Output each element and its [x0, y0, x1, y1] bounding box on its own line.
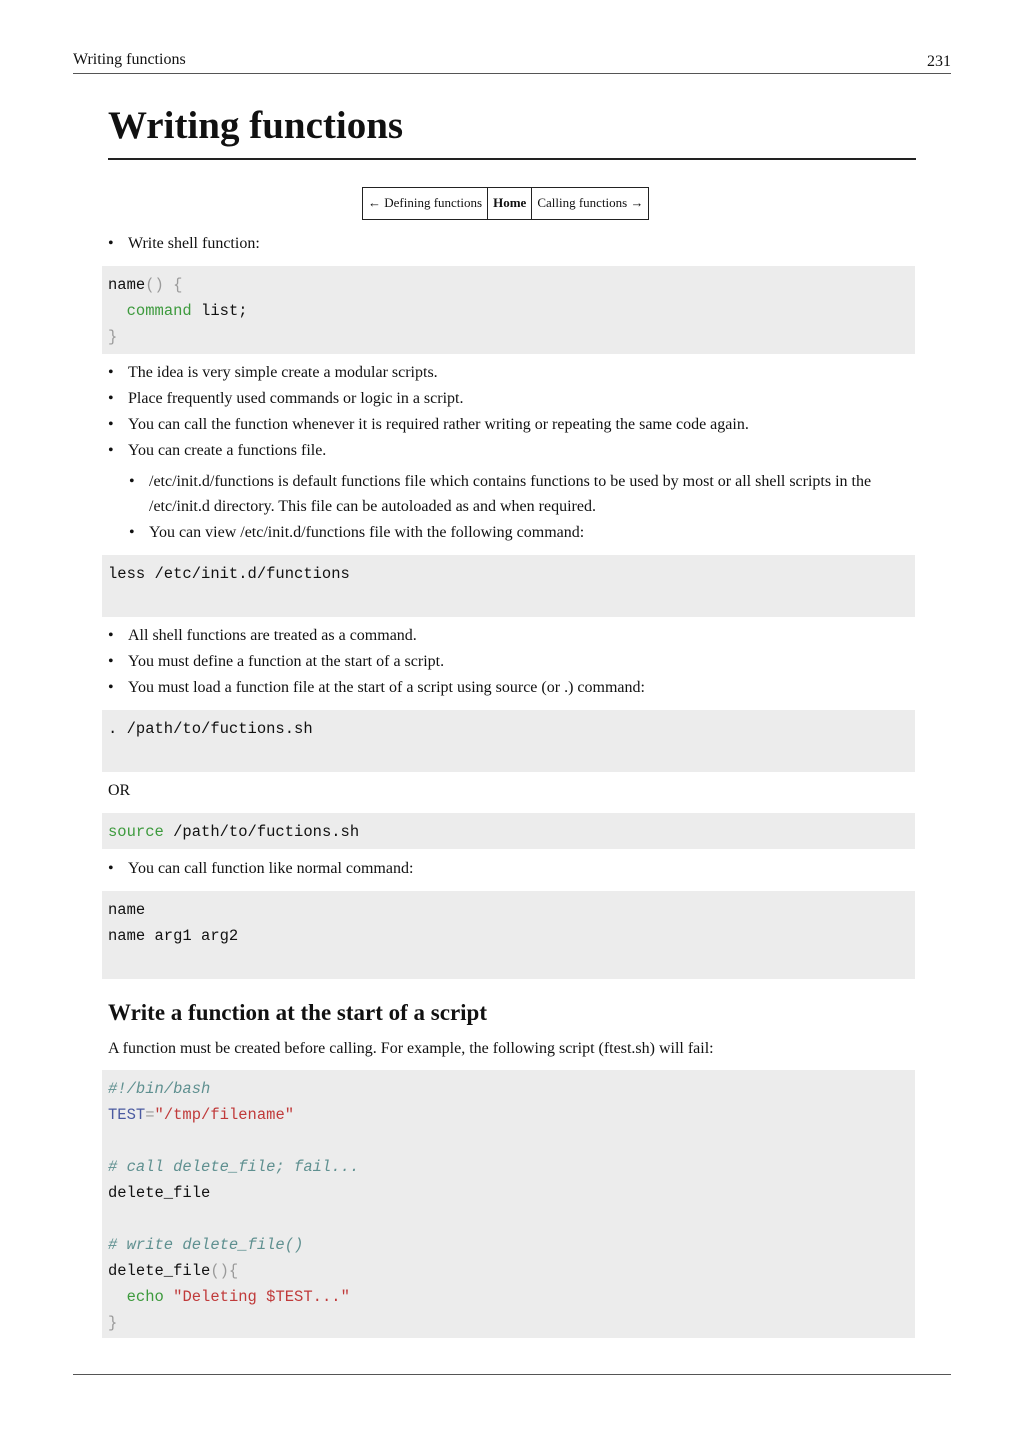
- section-intro: A function must be created before calling. For example, the following script (ftest.sh) will fail:: [108, 1040, 714, 1057]
- code-block-function-syntax: name() { command list; }: [102, 266, 915, 354]
- list-item: • All shell functions are treated as a command.: [108, 627, 417, 644]
- bullet: •: [108, 235, 114, 252]
- nav-next-link[interactable]: Calling functions →: [537, 195, 644, 210]
- nav-prev-link[interactable]: ← Defining functions: [363, 188, 488, 219]
- sub-list-item: • You can view /etc/init.d/functions file with the following command:: [129, 524, 585, 541]
- page-title: Writing functions: [108, 102, 916, 160]
- navigation-box: [362, 187, 649, 220]
- list-item: • Write shell function:: [108, 235, 260, 252]
- section-heading: Write a function at the start of a script: [108, 1000, 488, 1025]
- code-block-less: less /etc/init.d/functions: [102, 555, 915, 617]
- code-block-dot-source: . /path/to/fuctions.sh: [102, 710, 915, 772]
- code-block-ftest-script: #!/bin/bash TEST="/tmp/filename" # call delete_file; fail... delete_file # write delete_file() delete_file(){ echo "Deleting $TEST..." }: [102, 1070, 915, 1338]
- sub-list-item: • /etc/init.d/functions is default functions file which contains functions to be used by most or all shell scripts in the /etc/init.d directory. This file can be autoloaded as and when required.: [129, 473, 872, 515]
- code-block-call-function: name name arg1 arg2: [102, 891, 915, 979]
- list-item: • You can call the function whenever it is required rather writing or repeating the same code again.: [108, 416, 749, 433]
- running-header-title: Writing functions: [73, 51, 186, 68]
- list-item: • Place frequently used commands or logic in a script.: [108, 390, 464, 407]
- code-block-source: source /path/to/fuctions.sh: [102, 813, 915, 849]
- or-text: OR: [108, 782, 131, 799]
- list-item: • You can create a functions file.: [108, 442, 327, 459]
- list-item: • You must define a function at the start of a script.: [108, 653, 445, 670]
- footer-rule: [73, 1374, 951, 1375]
- running-header: [73, 50, 951, 74]
- list-item: • You must load a function file at the start of a script using source (or .) command:: [108, 679, 645, 696]
- page-number: 231: [927, 53, 951, 70]
- list-item: • The idea is very simple create a modular scripts.: [108, 364, 438, 381]
- nav-home-link[interactable]: Home: [488, 188, 532, 219]
- list-item: • You can call function like normal command:: [108, 860, 414, 877]
